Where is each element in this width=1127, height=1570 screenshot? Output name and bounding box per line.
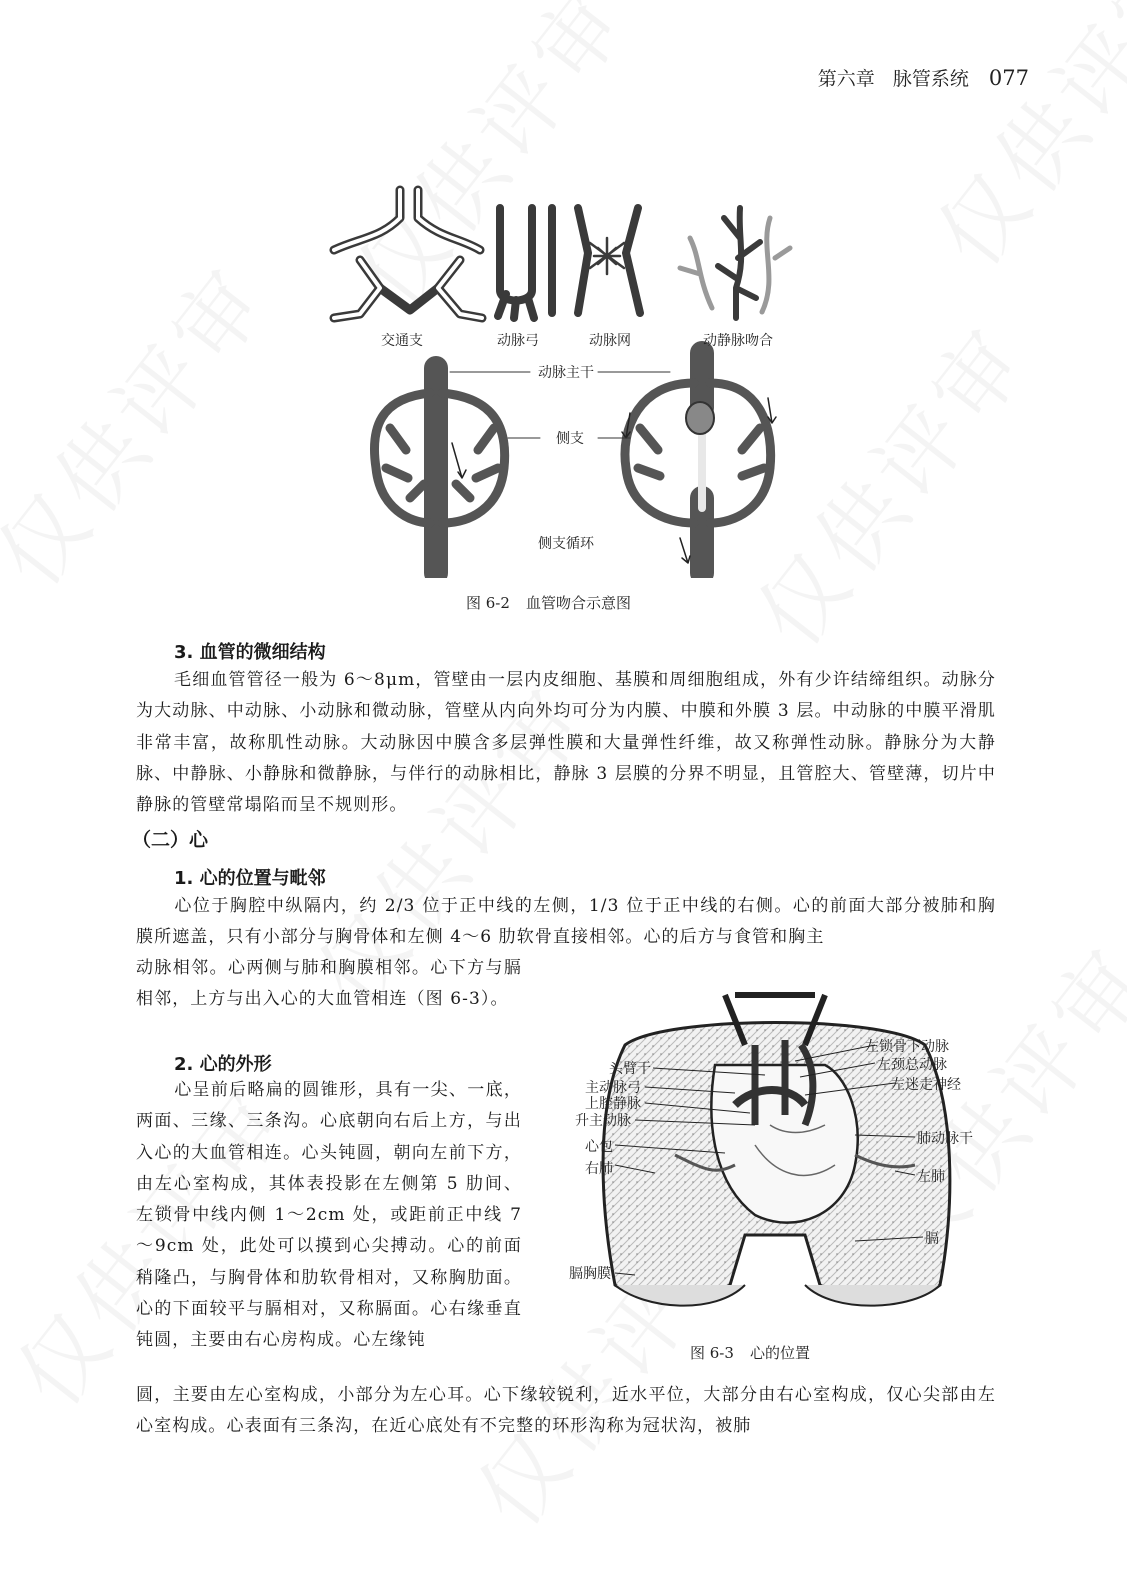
figure-title: 血管吻合示意图 bbox=[525, 594, 631, 612]
label-arterial-arch: 动脉弓 bbox=[497, 333, 539, 349]
figure-heart-position bbox=[555, 985, 995, 1325]
label-ascending-aorta: 升主动脉 bbox=[575, 1113, 631, 1129]
arteriovenous-anastomosis-drawing bbox=[718, 208, 760, 318]
label-main-artery: 动脉主干 bbox=[538, 365, 594, 381]
section-heading-heart: （二）心 bbox=[132, 829, 209, 851]
label-diaphragmatic-pleura: 膈胸膜 bbox=[569, 1266, 611, 1282]
figure-title: 心的位置 bbox=[749, 1344, 810, 1362]
chapter-label: 第六章 bbox=[817, 68, 875, 90]
subsection-heading-position: 1. 心的位置与毗邻 bbox=[174, 868, 326, 889]
paragraph-shape-narrow bbox=[136, 1075, 522, 1357]
label-left-subclavian-artery: 左锁骨下动脉 bbox=[865, 1039, 949, 1055]
subsection-heading-shape: 2. 心的外形 bbox=[174, 1054, 272, 1075]
paragraph-microstructure bbox=[136, 665, 996, 821]
label-pericardium: 心包 bbox=[585, 1139, 613, 1155]
page-number: 077 bbox=[988, 66, 1029, 90]
label-collateral-branch: 侧支 bbox=[556, 431, 584, 447]
label-left-vagus-nerve: 左迷走神经 bbox=[891, 1077, 961, 1093]
label-diaphragm: 膈 bbox=[925, 1231, 939, 1247]
label-arterial-network: 动脉网 bbox=[589, 333, 631, 349]
label-superior-vena-cava: 上腔静脉 bbox=[585, 1096, 641, 1112]
paragraph-shape-full: 圆，主要由左心室构成，小部分为左心耳。心下缘较锐利，近水平位，大部分由右心室构成，仅心尖部由左心室构成。心表面有三条沟，在近心底处有不完整的环形沟称为冠状沟，被肺 bbox=[136, 1385, 996, 1437]
label-communicating-branch: 交通支 bbox=[381, 333, 423, 349]
arterial-arch-drawing bbox=[498, 208, 552, 318]
label-brachiocephalic-trunk: 头臂干 bbox=[609, 1061, 651, 1077]
paragraph-text: 心位于胸腔中纵隔内，约 2/3 位于正中线的左侧，1/3 位于正中线的右侧。心的前面大部分被肺和胸膜所遮盖，只有小部分与胸骨体和左侧 4～6 肋软骨直接相邻。心的后方与食管和胸主 bbox=[136, 896, 996, 948]
arterial-network-drawing bbox=[578, 208, 640, 313]
figure-6-3-caption bbox=[690, 1342, 810, 1363]
label-left-common-carotid: 左颈总动脉 bbox=[877, 1057, 947, 1073]
paragraph-text: 心呈前后略扁的圆锥形，具有一尖、一底，两面、三缘、三条沟。心底朝向右后上方，与出入心的大血管相连。心头钝圆，朝向左前下方，由左心室构成，其体表投影在左侧第 5 肋间、左锁骨中线内侧 1～2cm 处，或距前正中线 7～9cm 处，此处可以摸到心尖搏动。心的前面稍隆凸，与胸骨体和肋软骨相对，又称胸肋面。心的下面较平与膈相对，又称膈面。心右缘垂直钝圆，主要由右心房构成。心左缘钝 bbox=[136, 1080, 522, 1351]
figure-6-2-caption bbox=[466, 592, 631, 613]
communicating-branch-drawing bbox=[334, 190, 482, 318]
paragraph-text: 毛细血管管径一般为 6～8μm，管壁由一层内皮细胞、基膜和周细胞组成，外有少许结缔组织。动脉分为大动脉、中动脉、小动脉和微动脉，管壁从内向外均可分为内膜、中膜和外膜 3 层。中动脉的中膜平滑肌非常丰富，故称肌性动脉。大动脉因中膜含多层弹性膜和大量弹性纤维，故又称弹性动脉。静脉分为大静脉、中静脉、小静脉和微静脉，与伴行的动脉相比，静脉 3 层膜的分界不明显，且管腔大、管壁薄，切片中静脉的管壁常塌陷而呈不规则形。 bbox=[136, 670, 996, 816]
section-heading-microstructure: 3. 血管的微细结构 bbox=[174, 642, 326, 663]
running-header bbox=[818, 64, 1029, 91]
label-collateral-circulation: 侧支循环 bbox=[538, 536, 594, 552]
label-aortic-arch: 主动脉弓 bbox=[585, 1080, 641, 1096]
figure-number: 图 6-2 bbox=[466, 594, 510, 612]
figure-vascular-anastomosis bbox=[320, 178, 800, 578]
chapter-title: 脉管系统 bbox=[892, 68, 969, 90]
label-left-lung: 左肺 bbox=[917, 1169, 945, 1185]
label-right-lung: 右肺 bbox=[585, 1161, 613, 1177]
label-pulmonary-trunk: 肺动脉干 bbox=[917, 1131, 973, 1147]
watermark bbox=[903, 0, 1127, 288]
paragraph-position-full bbox=[136, 891, 996, 954]
figure-number: 图 6-3 bbox=[690, 1344, 734, 1362]
watermark bbox=[0, 236, 293, 609]
paragraph-position-narrow: 动脉相邻。心两侧与肺和胸膜相邻。心下方与膈相邻，上方与出入心的大血管相连（图 6-3）。 bbox=[136, 958, 522, 1010]
label-av-anastomosis: 动静脉吻合 bbox=[703, 333, 773, 349]
